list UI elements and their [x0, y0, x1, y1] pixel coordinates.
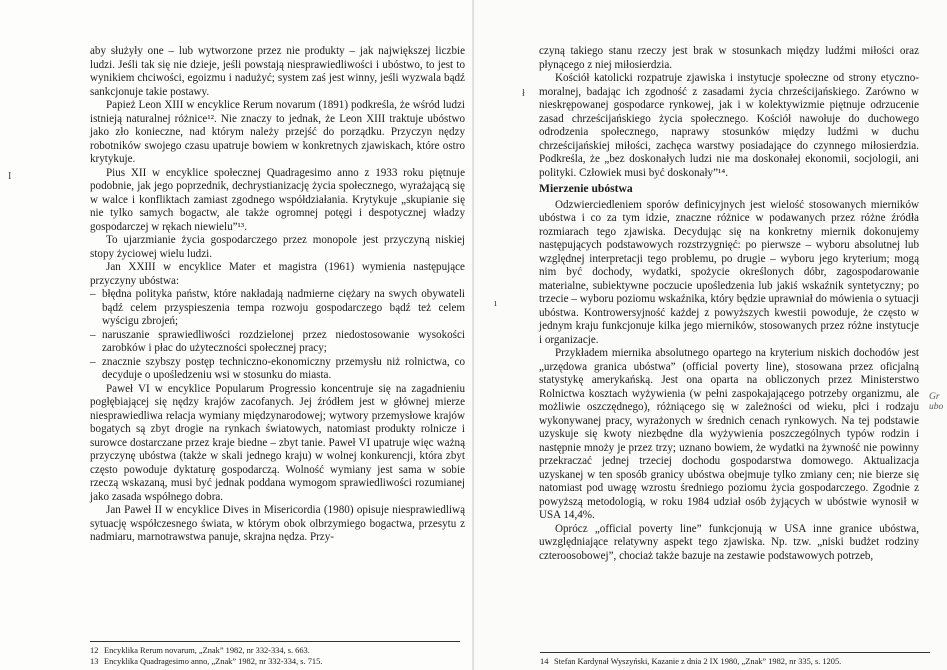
section-heading: Mierzenie ubóstwa [539, 182, 633, 195]
paragraph: Odzwierciedleniem sporów definicyjnych jest wielość stosowanych mierników ubóstwa i co za tym idzie, znaczne różnice w podawanych przez różne źródła rozmiarach tego zjawiska. Decydując się na konkretny miernik dokonujemy następujących podstawowych rozstrzygnięć: po pierwsze – wyboru absolutnej lub względnej interpretacji tego problemu, po drugie – wyboru jego kryterium; mogą nim być dochody, wydatki, spożycie określonych dóbr, zagospodarowanie materialne, subiektywne poczucie upośledzenia lub jakiś wskaźnik syntetyczny; po trzecie – wyboru poziomu wskaźnika, który będzie uprawniał do mówienia o sytuacji ubóstwa. Kontrowersyjność każdej z powyższych kwestii powoduje, że często w jednym kraju funkcjonuje kilka jego mierników, stosowanych przez różne instytucje i organizacje. [539, 198, 919, 346]
footnote [540, 656, 930, 667]
margin-mark: ł [522, 88, 525, 99]
footnote [90, 645, 460, 656]
footnote-text: Encyklika Rerum novarum, „Znak” 1982, nr 332-334, s. 663. [104, 646, 310, 655]
margin-mark: ı [494, 298, 497, 309]
right-text-column [539, 45, 919, 563]
right-footnotes [540, 652, 930, 667]
paragraph: Kościół katolicki rozpatruje zjawiska i instytucje społeczne od strony etyczno-moralnej, badając ich zgodność z zasadami życia chrześcijańskiego. Zarówno w nieskrępowanej gospodarce rynkowej, jak i w kolektywizmie piętnuje odrzucenie zasad chrześcijańskiego życia społecznego. Kościół nawołuje do duchowego odrodzenia społecznego, naprawy stosunków między ludźmi w duchu chrześcijańskiej miłości, zachęca warstwy posiadające do czynnego miłosierdzia. Podkreśla, że „bez doskonałych ludzi nie ma doskonałej ekonomii, socjologii, ani polityki. Człowiek musi być doskonały”¹⁴. [539, 72, 919, 179]
paragraph: Jan Paweł II w encyklice Dives in Misericordia (1980) opisuje niesprawiedliwą sytuację współczesnego świata, w którym obok olbrzymiego bogactwa, przesytu z nadmiaru, marnotrawstwa panuje, skrajna nędza. Przy- [90, 504, 465, 543]
cropped-edge-text: Gr ubo [929, 392, 944, 412]
list-item: – znacznie szybszy postęp techniczno-ekonomiczny przemysłu niż rolnictwa, co decyduje o upośledzeniu wsi w stosunku do miasta. [90, 356, 465, 383]
footnote [90, 656, 460, 667]
footnote-text: Stefan Kardynał Wyszyński, Kazanie z dnia 2 IX 1980, „Znak” 1982, nr 335, s. 1205. [554, 657, 842, 666]
footnote-number: 14 [540, 657, 549, 666]
left-footnotes [90, 641, 460, 667]
paragraph: Jan XXIII w encyklice Mater et magistra (1961) wymienia następujące przyczyny ubóstwa: [90, 261, 465, 287]
footnote-number: 13 [90, 657, 99, 666]
paragraph: czyną takiego stanu rzeczy jest brak w stosunkach między ludźmi miłości oraz płynącego z niej miłosierdzia. [539, 45, 919, 71]
list-item: – błędna polityka państw, które nakładają nadmierne ciężary na swych obywateli bądź celem przyspieszenia tempa rozwoju gospodarczego bądź też celem wyścigu zbrojeń; [90, 288, 465, 329]
paragraph: aby służyły one – lub wytworzone przez nie produkty – jak największej liczbie ludzi. Jeśli tak się nie dzieje, jeśli powstają niesprawiedliwości i ubóstwo, to jest to wynikiem chciwości, egoizmu i nadużyć; system zaś jest winny, jeśli wyzwala bądź sankcjonuje takie postawy. [90, 45, 465, 98]
paragraph: To ujarzmianie życia gospodarczego przez monopole jest przyczyną niskiej stopy życiowej wielu ludzi. [90, 234, 465, 260]
paragraph: Pius XII w encyklice społecznej Quadragesimo anno z 1933 roku piętnuje podobnie, jak jego poprzednik, dechrystianizację życia społecznego, wyrażającą się w walce i konfliktach zamiast zgodnego współdziałania. Krytykuje „skupianie się nie tylko samych bogactw, ale także ogromnej potęgi i despotycznej władzy gospodarczej w rękach niewielu”¹³. [90, 166, 465, 233]
paragraph: Przykładem miernika absolutnego opartego na kryterium niskich dochodów jest „urzędowa granica ubóstwa” (official poverty line), stosowana przez oficjalną statystykę amerykańską. Jest ona oparta na obliczonych przez Ministerstwo Rolnictwa kosztach wyżywienia (w pełni zaspokajającego potrzeby organizmu, ale możliwie oszczędnego), różniącego się w zależności od wieku, płci i rodzaju wykonywanej pracy, wyrażonych w średnich cenach rynkowych. Na tej podstawie uzyskuje się kwoty niezbędne dla wyżywienia poszczególnych typów rodzin i następnie mnoży je przez trzy; uznano bowiem, że wydatki na żywność nie powinny przekraczać jednej trzeciej dochodu gospodarstwa domowego. Aktualizacja uzyskanej w ten sposób granicy ubóstwa obejmuje tylko zmiany cen; nie bierze się natomiast pod uwagę wzrostu średniego poziomu życia gospodarczego. Zgodnie z powyższą metodologią, w roku 1984 udział osób żyjących w ubóstwie wynosił w USA 14,4%. [539, 347, 919, 521]
causes-list [90, 288, 465, 383]
footnote-text: Encyklika Quadragesimo anno, „Znak” 1982, nr 332-334, s. 715. [104, 657, 323, 666]
right-page [474, 0, 947, 670]
margin-mark: I [8, 171, 12, 182]
paragraph: Oprócz „official poverty line” funkcjonują w USA inne granice ubóstwa, uwzględniające relatywny aspekt tego zjawiska. Np. tzw. „niski budżet rodziny czteroosobowej”, chociaż także bazuje na zestawie podstawowych potrzeb, [539, 522, 919, 562]
paragraph: Paweł VI w encyklice Popularum Progressio koncentruje się na zagadnieniu pogłębiającej się nędzy krajów zacofanych. Jej źródłem jest w głównej mierze niesprawiedliwa relacja wymiany międzynarodowej; wytwory przemysłowe krajów bogatych są zbyt drogie na rynkach światowych, natomiast produkty rolnicze i surowce dostarczane przez kraje biedne – zbyt tanie. Paweł VI upatruje więc ważną przyczynę ubóstwa (także w skali jednego kraju) w wolnej konkurencji, która zbyt często powoduje dyktaturę gospodarczą. Wolność wymiany jest sama w sobie rzeczą wskazaną, musi być jednak poddana wymogom sprawiedliwości rozumianej jako zasada współnego dobra. [90, 382, 465, 503]
list-item: – naruszanie sprawiedliwości rozdzielonej przez niedostosowanie wysokości zarobków i płac do użyteczności społecznej pracy; [90, 329, 465, 356]
paragraph: Papież Leon XIII w encyklice Rerum novarum (1891) podkreśla, że wśród ludzi istnieją naturalnej różnice¹². Nie znaczy to jednak, że Leon XIII traktuje ubóstwo jako zło konieczne, nad którym należy przejść do porządku. Przyczyn nędzy robotników swojego czasu upatruje bowiem w konkretnych zjawiskach, które ostro krytykuje. [90, 99, 465, 165]
left-text-column [90, 45, 465, 545]
footnote-number: 12 [90, 646, 99, 655]
